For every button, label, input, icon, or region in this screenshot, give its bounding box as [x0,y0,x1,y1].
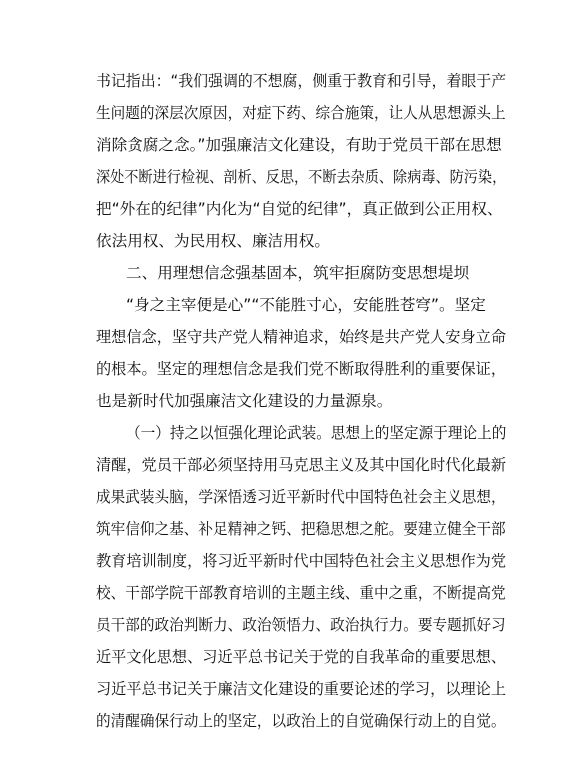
paragraph-3-line-6: 校、干部学院干部教育培训的主题主线、重中之重，不断提高党 [96,584,506,602]
paragraph-3-line-1: （一）持之以恒强化理论武装。思想上的坚定源于理论上的 [126,424,507,442]
paragraph-3-line-8: 近平文化思想、习近平总书记关于党的自我革命的重要思想、 [96,648,507,666]
paragraph-3-line-2: 清醒，党员干部必须坚持用马克思主义及其中国化时代化最新 [96,456,507,474]
paragraph-1-line-2: 生问题的深层次原因，对症下药、综合施策，让人从思想源头上 [96,104,506,122]
paragraph-3-line-7: 员干部的政治判断力、政治领悟力、政治执行力。要专题抓好习 [96,616,506,634]
paragraph-1-line-3: 消除贪腐之念。”加强廉洁文化建设，有助于党员干部在思想 [96,136,502,154]
paragraph-3-line-3: 成果武装头脑，学深悟透习近平新时代中国特色社会主义思想， [96,488,506,506]
section-heading: 二、用理想信念强基固本，筑牢拒腐防变思想堤坝 [126,264,470,282]
paragraph-3-line-9: 习近平总书记关于廉洁文化建设的重要论述的学习，以理论上 [96,680,507,698]
paragraph-2-line-2: 理想信念，坚守共产党人精神追求，始终是共产党人安身立命 [96,328,507,346]
paragraph-2-line-1: “身之主宰便是心”“不能胜寸心，安能胜苍穹”。坚定 [126,296,486,314]
paragraph-2-line-4: 也是新时代加强廉洁文化建设的力量源泉。 [96,392,393,410]
paragraph-1-line-6: 依法用权、为民用权、廉洁用权。 [96,232,330,250]
paragraph-1-line-5: 把“外在的纪律”内化为“自觉的纪律”，真正做到公正用权、 [96,200,503,218]
paragraph-1-line-1: 书记指出：“我们强调的不想腐，侧重于教育和引导，着眼于产 [96,72,507,90]
paragraph-1-line-4: 深处不断进行检视、剖析、反思，不断去杂质、除病毒、防污染， [96,168,507,186]
paragraph-2-line-3: 的根本。坚定的理想信念是我们党不断取得胜利的重要保证， [96,360,507,378]
paragraph-3-line-4: 筑牢信仰之基、补足精神之钙、把稳思想之舵。要建立健全干部 [96,520,506,538]
paragraph-3-line-5: 教育培训制度，将习近平新时代中国特色社会主义思想作为党 [96,552,507,570]
paragraph-3-line-10: 的清醒确保行动上的坚定，以政治上的自觉确保行动上的自觉。 [96,712,506,730]
